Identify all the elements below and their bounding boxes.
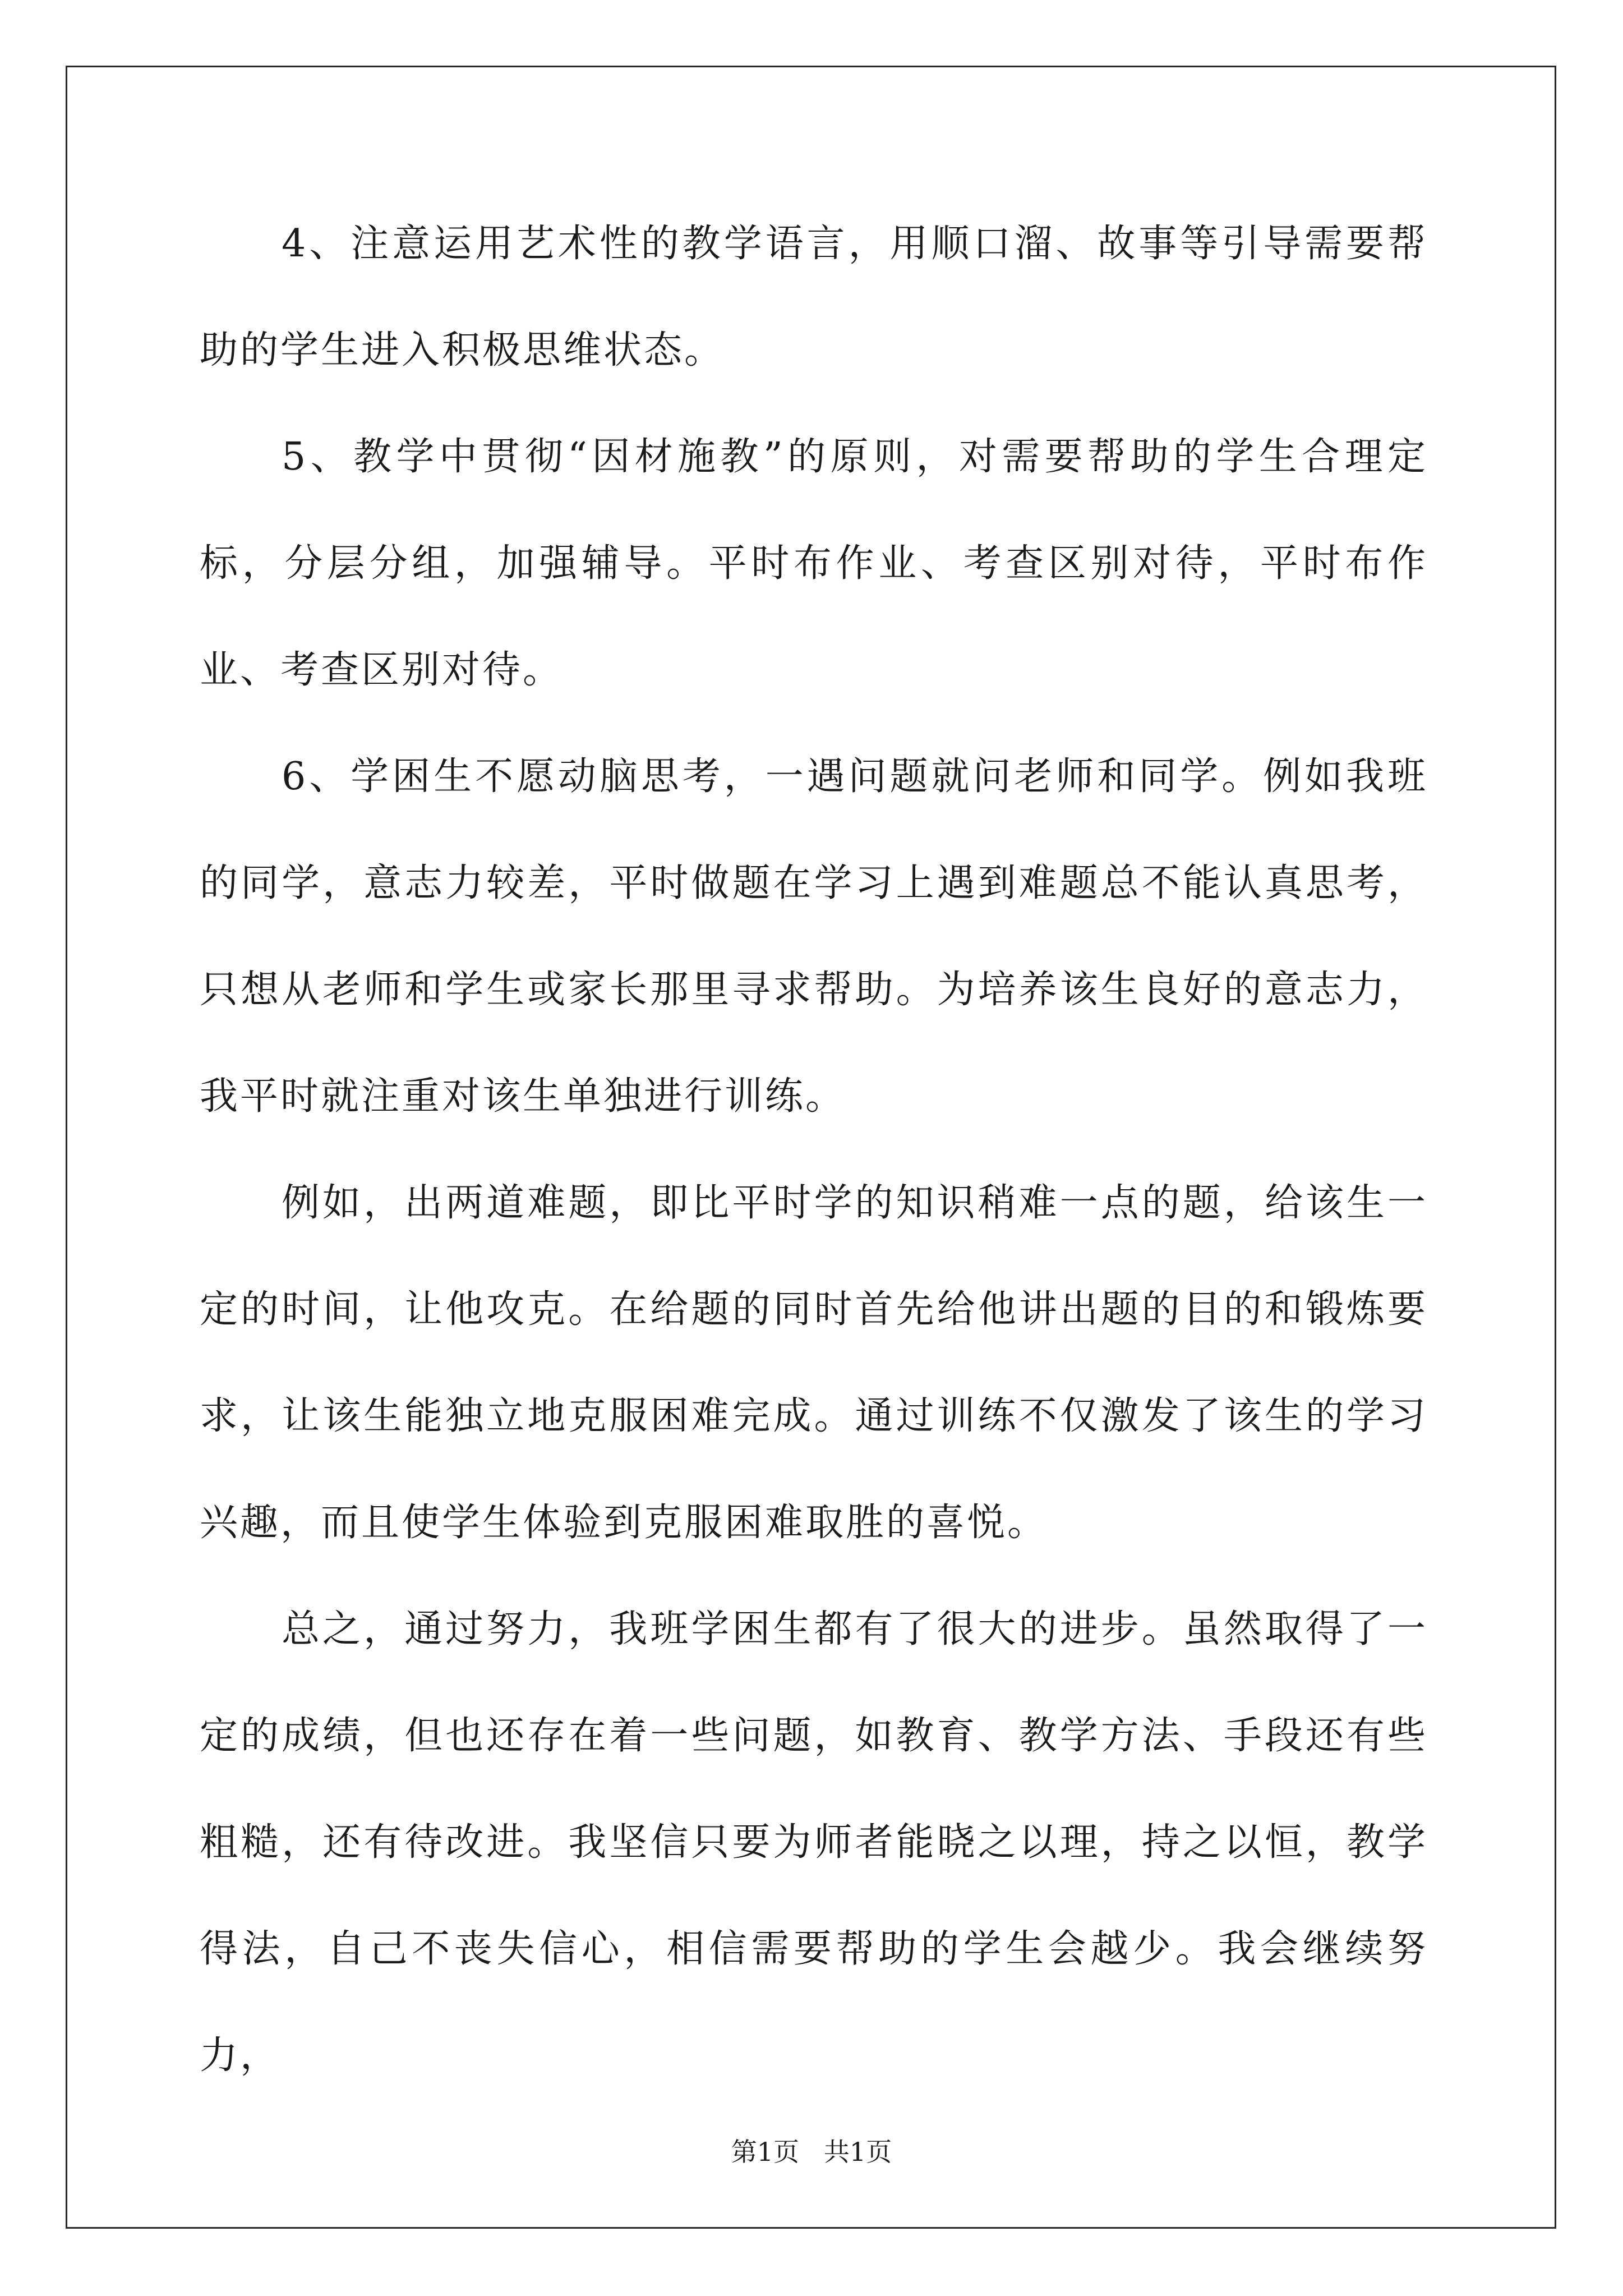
paragraph-3: 6、学困生不愿动脑思考，一遇问题就问老师和同学。例如我班的同学，意志力较差，平时做题在学习上遇到难题总不能认真思考，只想从老师和学生或家长那里寻求帮助。为培养该生良好的意志力，我平时就注重对该生单独进行训练。 <box>200 754 1428 1119</box>
paragraph-4: 例如，出两道难题，即比平时学的知识稍难一点的题，给该生一定的时间，让他攻克。在给题的同时首先给他讲出题的目的和锻炼要求，让该生能独立地克服困难完成。通过训练不仅激发了该生的学习兴趣，而且使学生体验到克服困难取胜的喜悦。 <box>200 1181 1428 1545</box>
page-number-footer: 第1页 共1页 <box>731 2137 892 2167</box>
paragraph-5: 总之，通过努力，我班学困生都有了很大的进步。虽然取得了一定的成绩，但也还存在着一些问题，如教育、教学方法、手段还有些粗糙，还有待改进。我坚信只要为师者能晓之以理，持之以恒，教学得法，自己不丧失信心，相信需要帮助的学生会越少。我会继续努力， <box>200 1607 1428 2078</box>
paragraph-2: 5、教学中贯彻“因材施教”的原则，对需要帮助的学生合理定标，分层分组，加强辅导。平时布作业、考查区别对待，平时布作业、考查区别对待。 <box>200 435 1428 692</box>
document-body <box>200 191 1428 2109</box>
paragraph-1: 4、注意运用艺术性的教学语言，用顺口溜、故事等引导需要帮助的学生进入积极思维状态。 <box>200 222 1428 372</box>
